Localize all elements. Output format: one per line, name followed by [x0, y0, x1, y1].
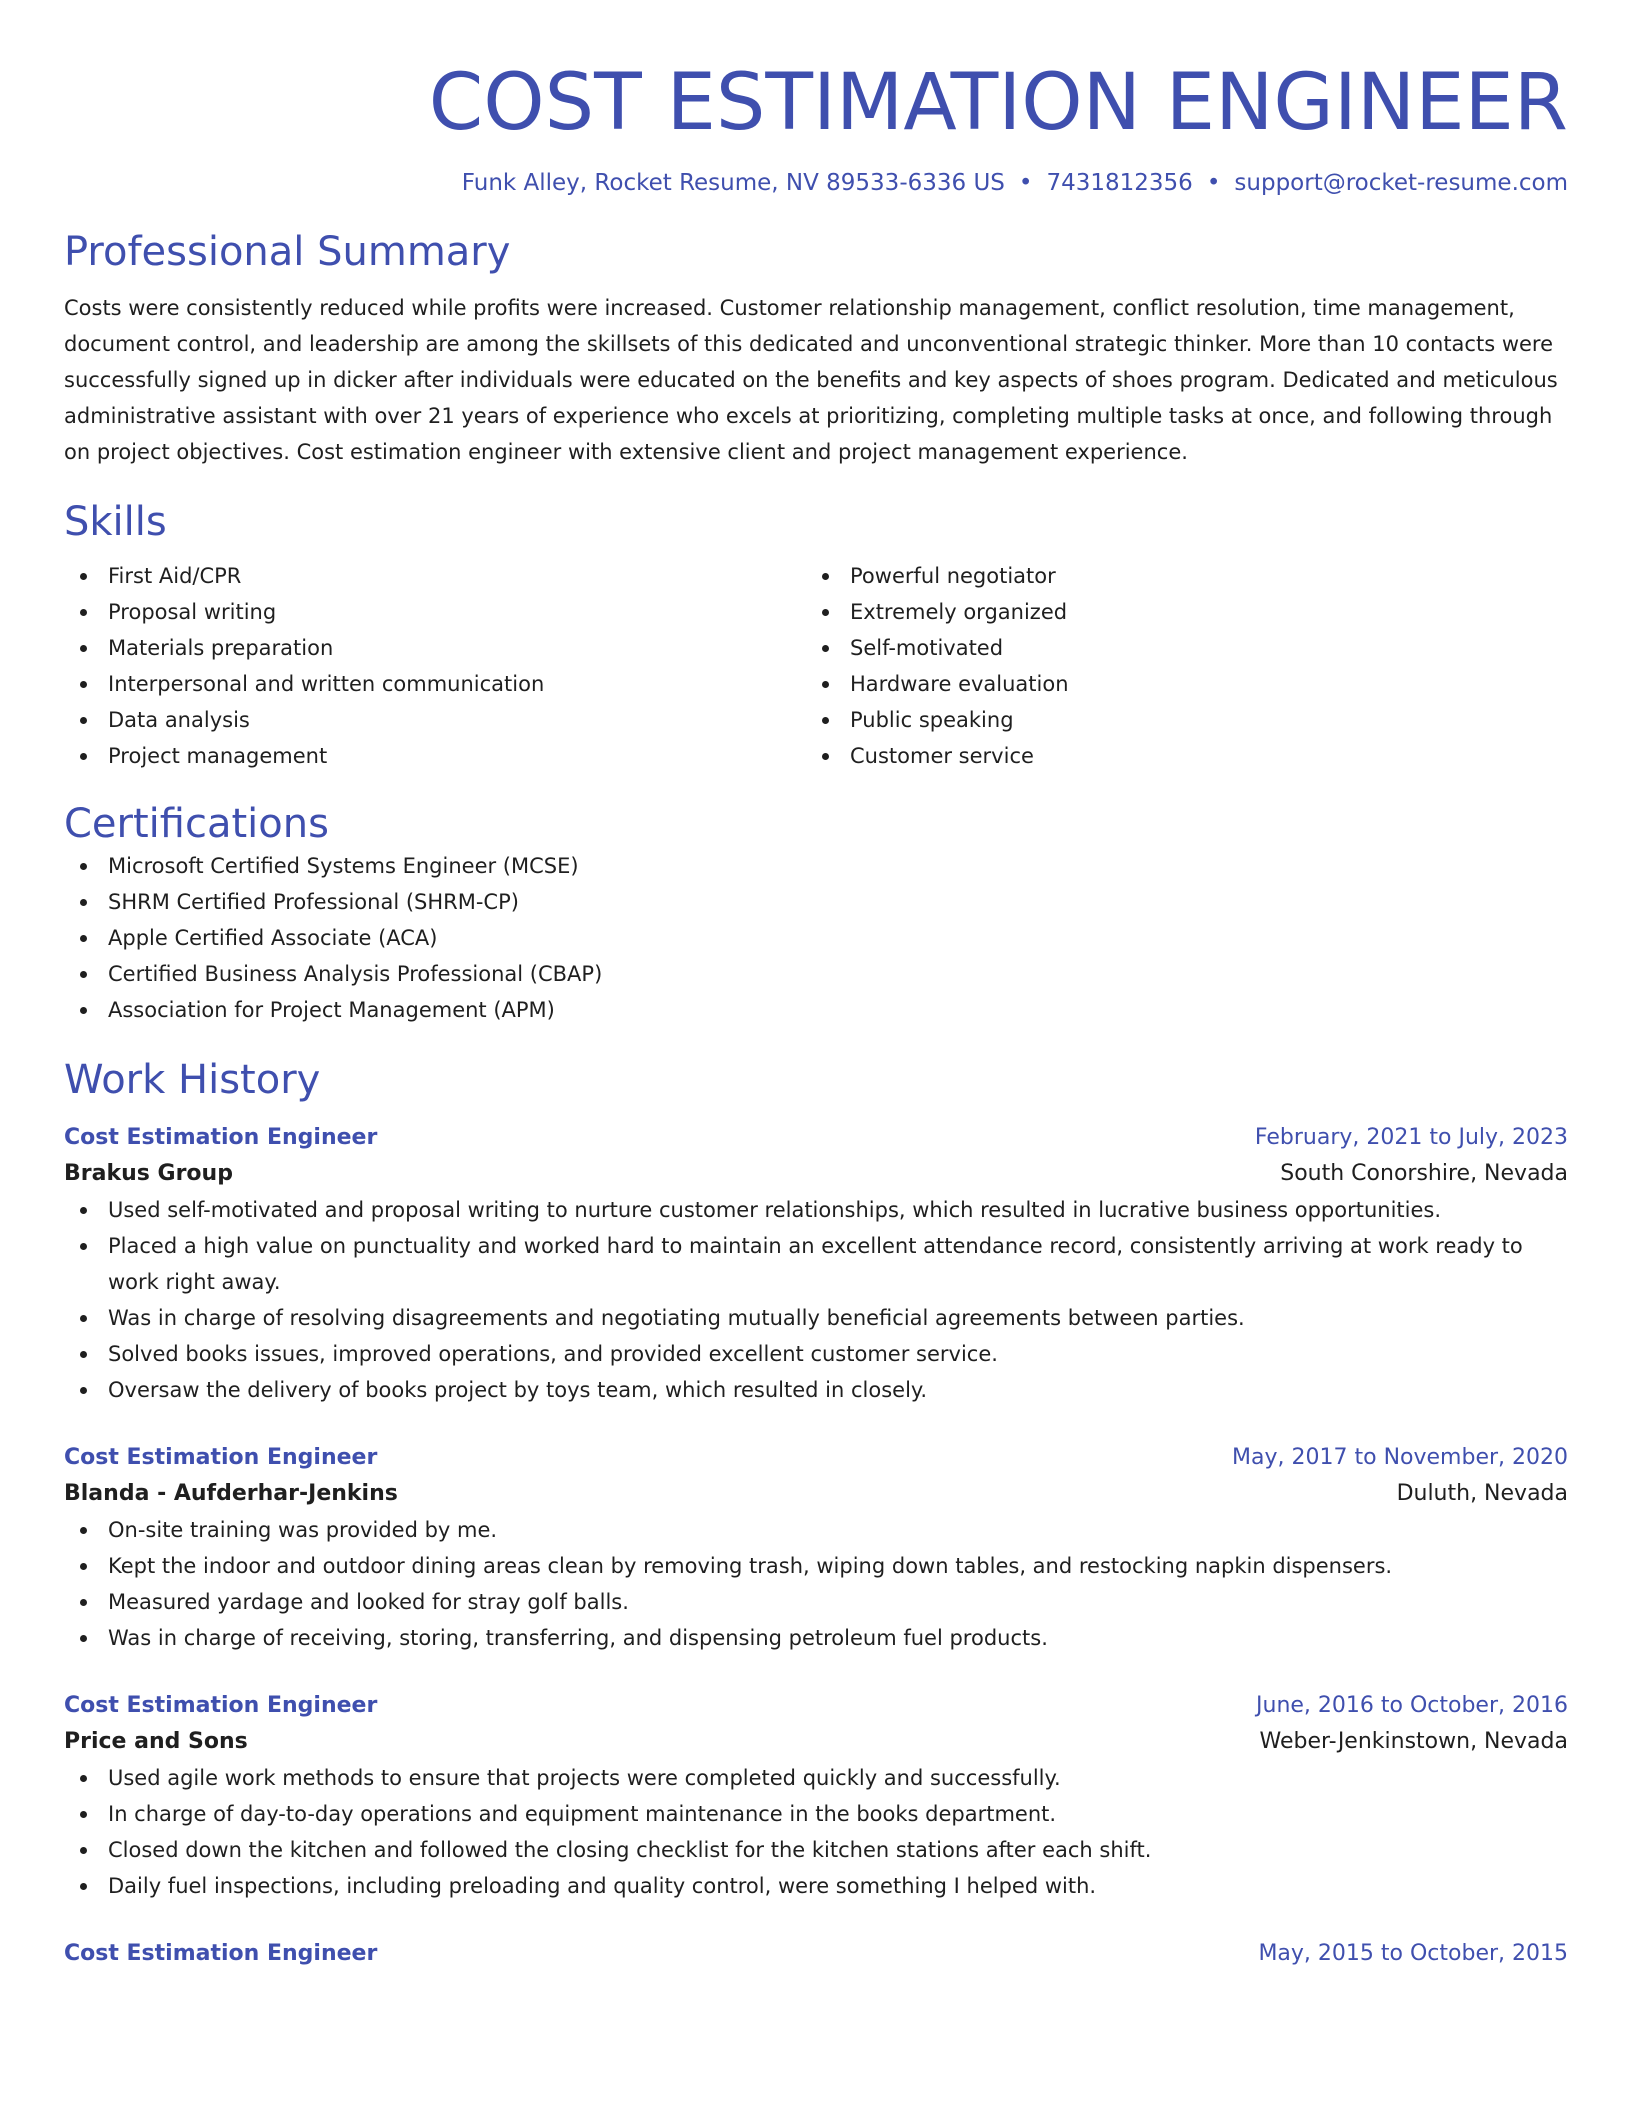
job-company: Price and Sons [64, 1729, 248, 1754]
certification-item: Association for Project Management (APM) [64, 992, 1568, 1028]
skills-list-right [806, 558, 1548, 774]
job-entry [64, 1688, 1568, 1904]
skill-item: Interpersonal and written communication [64, 666, 806, 702]
skill-item: First Aid/CPR [64, 558, 806, 594]
contact-separator: • [1206, 170, 1221, 196]
skill-item: Materials preparation [64, 630, 806, 666]
job-title: Cost Estimation Engineer [64, 1445, 378, 1470]
skills-list-left [64, 558, 806, 774]
skills-grid [64, 558, 1568, 774]
skill-item: Powerful negotiator [806, 558, 1548, 594]
job-bullet: Was in charge of receiving, storing, transferring, and dispensing petroleum fuel products. [64, 1620, 1568, 1656]
summary-text: Costs were consistently reduced while profits were increased. Customer relationship management, conflict resolution, time management, document control, and leadership are among the skillsets of this dedicated and unconventional strategic thinker. More than 10 contacts were successfully signed up in dicker after individuals were educated on the benefits and key aspects of shoes program. Dedicated and meticulous administrative assistant with over 21 years of experience who excels at prioritizing, completing multiple tasks at once, and following through on project objectives. Cost estimation engineer with extensive client and project management experience. [64, 296, 1558, 464]
job-dates: May, 2015 to October, 2015 [1258, 1941, 1568, 1966]
job-title: Cost Estimation Engineer [64, 1125, 378, 1150]
skill-item: Customer service [806, 738, 1548, 774]
job-bullets [64, 1512, 1568, 1656]
job-bullet: Used agile work methods to ensure that projects were completed quickly and successfully. [64, 1760, 1568, 1796]
resume-page [64, 0, 1568, 2112]
contact-line [64, 168, 1568, 198]
job-location: South Conorshire, Nevada [1280, 1161, 1568, 1186]
job-dates: February, 2021 to July, 2023 [1254, 1125, 1568, 1150]
job-company-row [64, 1724, 1568, 1760]
job-company-row [64, 1156, 1568, 1192]
certification-item: SHRM Certified Professional (SHRM-CP) [64, 884, 1568, 920]
job-title-row [64, 1120, 1568, 1156]
skill-item: Proposal writing [64, 594, 806, 630]
certification-item: Certified Business Analysis Professional (CBAP) [64, 956, 1568, 992]
job-company: Brakus Group [64, 1161, 233, 1186]
certifications-list [64, 848, 1568, 1028]
contact-phone: 7431812356 [1046, 170, 1193, 196]
job-location: Duluth, Nevada [1396, 1481, 1568, 1506]
job-bullets [64, 1192, 1568, 1408]
job-company: Blanda - Aufderhar-Jenkins [64, 1481, 398, 1506]
certification-item: Apple Certified Associate (ACA) [64, 920, 1568, 956]
job-entry [64, 1440, 1568, 1656]
job-dates: June, 2016 to October, 2016 [1256, 1693, 1568, 1718]
job-title-row [64, 1936, 1568, 1972]
summary-heading: Professional Summary [64, 229, 511, 275]
job-bullet: Daily fuel inspections, including preloading and quality control, were something I helped with. [64, 1868, 1568, 1904]
certifications-heading: Certifications [64, 801, 329, 847]
skill-item: Hardware evaluation [806, 666, 1548, 702]
job-bullet: Was in charge of resolving disagreements and negotiating mutually beneficial agreements between parties. [64, 1300, 1568, 1336]
contact-address: Funk Alley, Rocket Resume, NV 89533-6336 US [461, 170, 1005, 196]
work-history-heading: Work History [64, 1057, 321, 1103]
contact-email[interactable]: support@rocket-resume.com [1234, 170, 1568, 196]
job-location: Weber-Jenkinstown, Nevada [1259, 1729, 1568, 1754]
job-bullet: Used self-motivated and proposal writing to nurture customer relationships, which resulted in lucrative business opportunities. [64, 1192, 1568, 1228]
job-bullet: Oversaw the delivery of books project by toys team, which resulted in closely. [64, 1372, 1568, 1408]
skill-item: Self-motivated [806, 630, 1548, 666]
contact-separator: • [1018, 170, 1033, 196]
job-entry [64, 1120, 1568, 1408]
job-title-row [64, 1440, 1568, 1476]
skills-heading: Skills [64, 499, 167, 545]
certification-item: Microsoft Certified Systems Engineer (MCSE) [64, 848, 1568, 884]
job-bullets [64, 1760, 1568, 1904]
resume-title: COST ESTIMATION ENGINEER [428, 58, 1568, 148]
job-bullet: Measured yardage and looked for stray golf balls. [64, 1584, 1568, 1620]
job-company-row [64, 1476, 1568, 1512]
skill-item: Data analysis [64, 702, 806, 738]
job-bullet: Kept the indoor and outdoor dining areas clean by removing trash, wiping down tables, and restocking napkin dispensers. [64, 1548, 1568, 1584]
job-dates: May, 2017 to November, 2020 [1232, 1445, 1568, 1470]
skill-item: Project management [64, 738, 806, 774]
job-bullet: In charge of day-to-day operations and equipment maintenance in the books department. [64, 1796, 1568, 1832]
job-bullet: Placed a high value on punctuality and worked hard to maintain an excellent attendance record, consistently arriving at work ready to work right away. [64, 1228, 1568, 1300]
job-bullet: Closed down the kitchen and followed the closing checklist for the kitchen stations after each shift. [64, 1832, 1568, 1868]
job-entry [64, 1936, 1568, 1972]
skill-item: Public speaking [806, 702, 1548, 738]
skill-item: Extremely organized [806, 594, 1548, 630]
job-title: Cost Estimation Engineer [64, 1941, 378, 1966]
job-title: Cost Estimation Engineer [64, 1693, 378, 1718]
job-bullet: On-site training was provided by me. [64, 1512, 1568, 1548]
job-title-row [64, 1688, 1568, 1724]
job-bullet: Solved books issues, improved operations, and provided excellent customer service. [64, 1336, 1568, 1372]
